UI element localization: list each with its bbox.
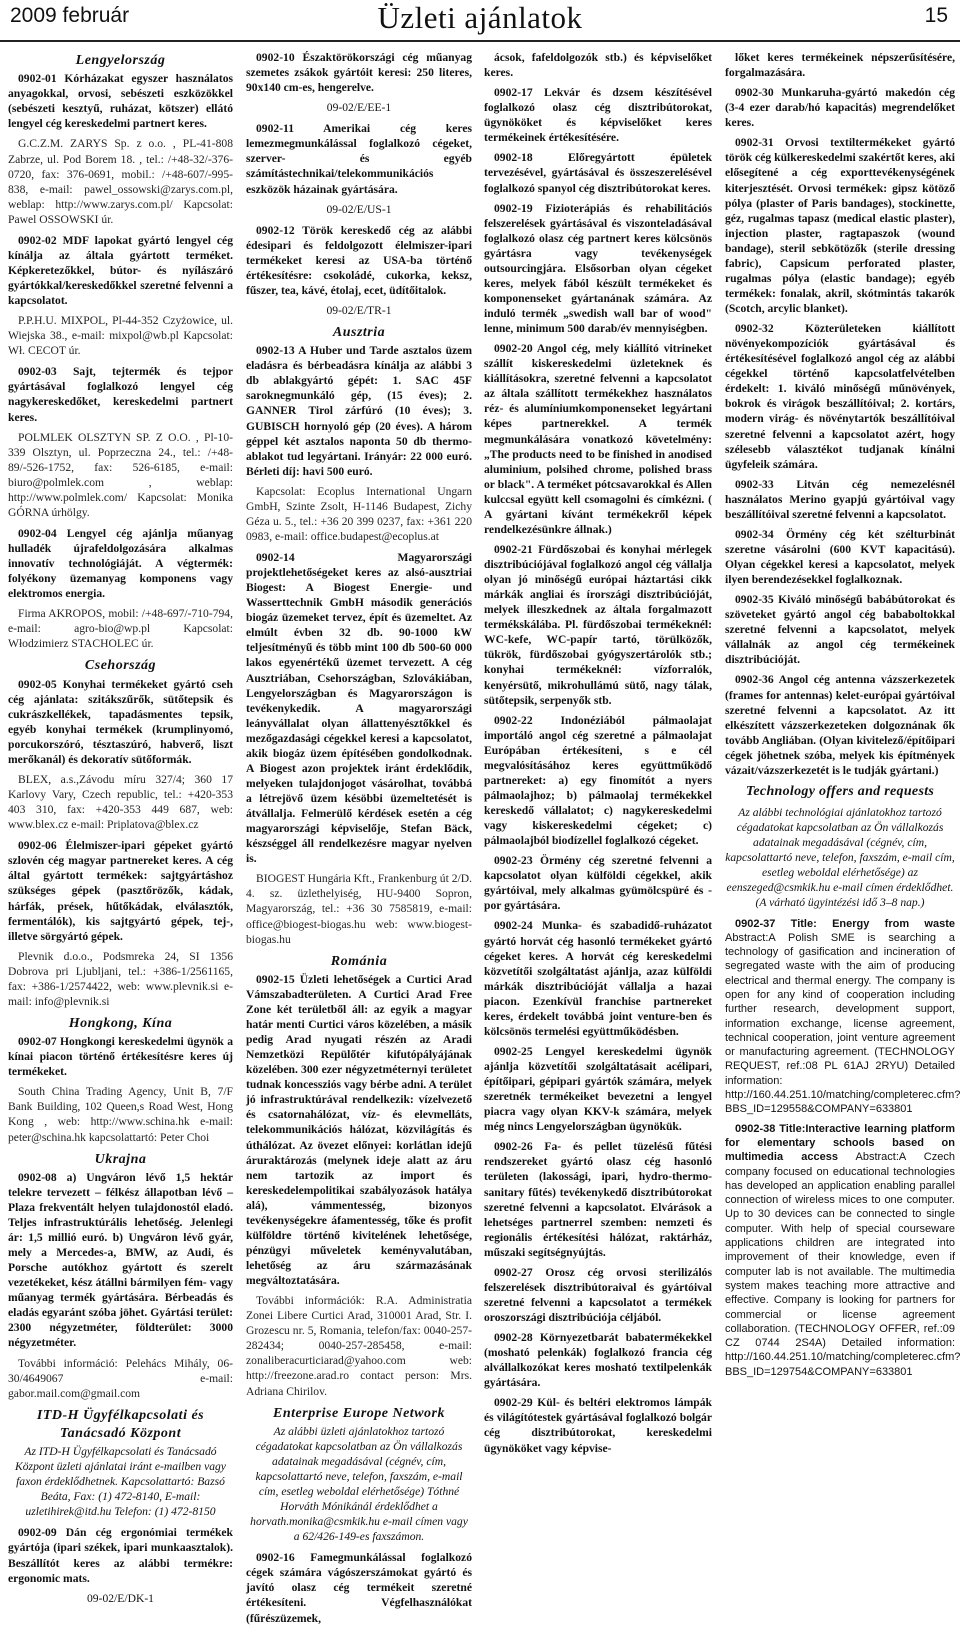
business-offer xyxy=(725,592,955,667)
business-offer xyxy=(484,1044,712,1134)
section-title: Üzleti ajánlatok xyxy=(377,0,583,35)
country-heading: Enterprise Europe Network xyxy=(273,1405,445,1421)
country-heading: ITD-H Ügyfélkapcsolati és Tanácsadó Központ xyxy=(36,1407,205,1441)
business-offer xyxy=(484,713,712,849)
business-offer xyxy=(246,972,472,1288)
business-offer xyxy=(8,364,233,424)
offer-text: 0902-37 Title: Energy from waste xyxy=(735,917,955,930)
offer-text: 0902-11 Amerikai cég keres lemezmegmunkálással foglalkozó cégeket, szerver- és egyéb számítástechnikai/telekommunikációs eszközök házainak gyártására. xyxy=(246,122,472,196)
business-offer xyxy=(484,853,712,913)
contact-info: South China Trading Agency, Unit B, 7/F Bank Building, 102 Queen,s Road West, Hong Kong , web: http://www.schina.hk e-mail: peter@schina.hk kapcsolattartó: Peter Choi xyxy=(8,1085,233,1144)
info-note: Az alábbi üzleti ajánlatokhoz tartozó cégadatokat kapcsolatban az Ön vállalkozás adatainak megadásával (cégnév, cím, kapcsolattartó neve, telefon, faxszám, e-mail cím, esetleg weboldal elérhetősége) Tóthné Horváth Mónikánál érdeklődhet a horvath.monika@csmkik.hu e-mail címen vagy a 62/426-149-es faxszámon. xyxy=(250,1424,468,1544)
offer-text: 0902-14 Magyarországi projektlehetőségeket keres az alsó-ausztriai Biogest: A Biogest Energie- und Wasserttechnik GmbH második generációs biogáz üzemeket tervez, épít és üzemeltet. Az elmúlt évben 32 db. 90-1000 kW teljesítményű és több mint 100 db 500-60 000 lakos egyenértékű üzemet tervezett. A cég Ausztriában, Csehországban, Szlovákiában, Lengyelországban és Magyarországon is tevékenykedik. A magyarországi leányvállalat olyan állattenyésztőkkel és mezőgazdasági cégekkel keresi a kapcsolatot, akik biogáz üzem építésében gondolkodnak. A Biogest azon projektek iránt érdeklődik, melyeken tulajdonjogot vásárolhat, továbbá a létrejövő üzem késöbbi üzemeltetését is átvállalja. Felmerülő kérdések esetén a cég magyarországi képviselője, Stefan Bäck, készséggel áll rendelkezésre magyar nyelven is. xyxy=(246,551,472,866)
business-offer xyxy=(484,1265,712,1325)
reference-code: 09-02/E/EE-1 xyxy=(326,101,392,115)
business-offer xyxy=(8,233,233,308)
offer-text: 0902-29 Kül- és beltéri elektromos lámpák és világítótestek gyártásával foglalkozó bolgár cég disztribútorokat, kereskedelmi ügynököket vagy képvise- xyxy=(484,1396,712,1455)
info-note: Az ITD-H Ügyfélkapcsolati és Tanácsadó Központ üzleti ajánlatai iránt e-mailben vagy faxon érdeklődhetnek. Kapcsolattartó: Bazsó Beáta, Fax: (1) 472-8140, E-mail: uzletihirek@itd.hu Telefon: (1) 472-8150 xyxy=(15,1445,226,1519)
offer-text: 0902-06 Élelmiszer-ipari gépeket gyártó szlovén cég magyar partnereket keres. A cég által gyártott termékek: sajtgyártáshoz szükséges gépek (pasztőrözők, kádak, hárfák, prések, hűtőkádak, elválasztók, fermentálók), kis sajtgyártó gépek, tej-, illetve sörgyártó gépek. xyxy=(8,839,233,943)
offer-text: ácsok, fafeldolgozók stb.) és képviselőket keres. xyxy=(484,51,712,80)
country-heading: Hongkong, Kína xyxy=(68,1015,173,1031)
business-offer xyxy=(725,321,955,472)
business-offer xyxy=(8,526,233,601)
offer-text: 0902-36 Angol cég antenna vázszerkezetek (frames for antennas) kelet-európai gyártóival szeretné felvenni a kapcsolatot. Az itt elkészített vázszerkezeteken dolgoznának ők tovább Angliában. (Olyan kivitelező/építőipari cégek jöhetnek szóba, melyek kis építmények vázait/vázszerkezetét is le tudják gyártani.) xyxy=(725,673,955,777)
offer-text: 0902-26 Fa- és pellet tüzelésű fűtési rendszereket gyártó olasz cég hasonló területen (lakossági, ipari, hydro-thermo-sanitary fűtés) tevékenykedő disztribútorokat szeretné felvenni a kapcsolatot. Elvárások a lehetséges partnerrel szemben: nemzeti és regionális értékesítési hálózat, raktárház, műszaki segítségnyújtás. xyxy=(484,1140,712,1259)
section-heading: Technology offers and requests xyxy=(745,783,935,799)
business-offer xyxy=(8,838,233,943)
business-offer xyxy=(484,1139,712,1260)
contact-info: További információk: R.A. Administratia Zonei Libere Curtici Arad, 310001 Arad, Str. I. Grozescu nr. 5, Romania, telefon/fax: 0040-257-282434; 0040-257-285458, e-mail: zonaliberacurticiarad@yahoo.com web: http://freezone.arad.ro contact person: Mrs. Adriana Chirilov. xyxy=(246,1294,472,1398)
offer-text: 0902-27 Orosz cég orvosi sterilizálós felszerelések disztribútoraival és gyártóival szeretné felvenni a kapcsolatot a termékek oroszországi disztribúciója céljából. xyxy=(484,1265,712,1324)
business-offer xyxy=(484,341,712,537)
offer-text: 0902-01 Kórházakat egyszer használatos anyagokkal, orvosi, sebészeti eszközökkel (sebészeti kesztyű, ruházat, kötszer) ellátó lengyel cég kereskedelmi partnert keres. xyxy=(8,72,233,131)
column-2 xyxy=(246,50,472,1625)
business-offer xyxy=(725,527,955,587)
business-offer xyxy=(484,918,712,1039)
issue-date: 2009 február xyxy=(10,4,130,27)
offer-text: 0902-18 Előregyártott épületek tervezésével, gyártásával és összeszerelésével foglalkozó spanyol cég disztribútorokat keres. xyxy=(484,151,712,195)
business-offer xyxy=(725,477,955,522)
business-offer xyxy=(246,550,472,866)
offer-text: lőket keres termékeinek népszerűsítésére, forgalmazására. xyxy=(725,51,955,80)
offer-text: 0902-31 Orvosi textiltermékeket gyártó török cég külkereskedelmi szakértőt keres, aki elősegítené a cég exporttevékenységének kiterjesztését. Orvosi termékek: gipsz kötöző pólya (plaster of Paris bandages), stockinette, géz, rugalmas tapasz (medical elastic plaster), injection plaster, ragtapaszok (wound bandage), steril sebkötözők (sterile dressing fabric), Capsicum perforated plaster, rugalmas pólya (elastic bandage); egyéb termékek: fonalak, akril, skótmintás takarók (Scotch, arcylic blanket). xyxy=(725,136,955,315)
offer-text: 0902-03 Sajt, tejtermék és tejpor gyártásával foglalkozó lengyel cég nagykereskedőket, kereskedelmi partnert keres. xyxy=(8,365,233,424)
offer-text: 0902-30 Munkaruha-gyártó makedón cég (3-4 ezer darab/hó kapacitás) megrendelőket keres. xyxy=(725,86,955,130)
offer-text: 0902-08 a) Ungváron lévő 1,5 hektár telekre tervezett – félkész állapotban lévő – Plaza frekventált helyen tulajdonostól eladó. Teljes infrastruktúrális lehetőség. Jelenlegi ár: 1,5 millió euró. b) Ungváron lévő gyár, mely a Mercedes-a, BMW, az Audi, és Porsche autókhoz gyártott és szerelt vezetékeket, kész átállni bármilyen fém- vagy műanyag termék gyártására. Bérbeadás és eladás egyaránt szóba jöhet. Gyártási terület: 2300 négyzetméter, földterület: 3000 négyzetméter. xyxy=(8,1170,233,1350)
offer-text: 0902-02 MDF lapokat gyártó lengyel cég kínálja az általa gyártott terméket. Képkeretezőkkel, bútor- és nyílászáró gyártókkal/kereskedőkkel szeretné felvenni a kapcsolatot. xyxy=(8,233,233,308)
business-offer xyxy=(246,1550,472,1625)
offer-text: 0902-22 Indonéziából pálmaolajat importáló angol cég szeretné a pálmaolajat Európában értékesíteni, s e cél megvalósításához keres együttműködő partnereket: a) egy finomítót a nyers pálmaolajhoz; b) pálmaolaj termékekkel kereskedő vállalatot; c) nagykereskedelmi vagy kiskereskedelmi cégeket; c) pálmaolajból biodízellel foglalkozó cégeket. xyxy=(484,713,712,848)
country-heading: Ausztria xyxy=(332,325,386,340)
offer-body: Abstract:A Polish SME is searching a technology of gasification and incineration of segregated waste with the aim of producing electrical and thermal energy. The company is open for any kind of cooperation including further research, development support, information exchange, license agreement, technical cooperation, joint venture agreement or manufacturing agreement. (TECHNOLOGY REQUEST, ref.:08 PL 61AJ 2RYU) Detailed information: http://160.44.251.10/matching/completerec.cfm?BBS_ID=129558&COMPANY=633801 xyxy=(725,931,960,1116)
country-heading: Csehország xyxy=(84,658,157,674)
offer-text: 0902-16 Famegmunkálással foglalkozó cégek számára vágószerszámokat gyártó és javító olasz cég termékeit szeretné értékesíteni. Végfelhasználókat (fűrészüzemek, xyxy=(246,1551,472,1625)
contact-info: További információ: Pelehács Mihály, 06-30/4649067 e-mail: gabor.mail.com@gmail.com xyxy=(8,1356,233,1400)
country-heading: Románia xyxy=(330,953,388,969)
business-offer xyxy=(246,223,472,298)
offer-text: 0902-10 Északtörökországi cég műanyag szemetes zsákok gyártóit keresi: 250 literes, 90x140 cm-es, hengerelve. xyxy=(246,51,472,95)
info-note: Az alábbi technológiai ajánlatokhoz tartozó cégadatokat kapcsolatban az Ön vállalkozás adatainak megadásával (cégnév, cím, kapcsolattartó neve, telefon, faxszám, e-mail cím, esetleg weboldal elérhetősége) az eenszeged@csmkik.hu e-mail címen érdeklődhet. (A várható ügyintézési idő 3–8 nap.) xyxy=(725,806,955,910)
business-offer xyxy=(8,71,233,131)
business-offer xyxy=(484,150,712,195)
offer-text: 0902-38 Title:Interactive learning platform for elementary schools based on multimedia access xyxy=(725,1122,955,1164)
business-offer xyxy=(8,1525,233,1585)
business-offer xyxy=(246,343,472,479)
contact-info: BLEX, a.s.,Závodu míru 327/4; 360 17 Karlovy Vary, Czech republic, tel.: +420-353 403 310, fax: +420-353 449 687, web: www.blex.cz e-mail: Priplatova@blex.cz xyxy=(8,773,233,832)
offer-text: 0902-25 Lengyel kereskedelmi ügynök ajánlja közvetítői szolgáltatásait acélipari, építőipari, gépipari gyártók számára, melyek szeretnék termékeiket bevezetni a lengyel piacra vagy olyan KKV-k számára, melyek még nincs Lengyelországban ügynökük. xyxy=(484,1044,712,1134)
country-heading: Ukrajna xyxy=(94,1151,147,1167)
business-offer xyxy=(484,1330,712,1390)
business-offer xyxy=(484,1395,712,1455)
contact-info: Kapcsolat: Ecoplus International Ungarn GmbH, Szinte Zsolt, H-1146 Budapest, Zichy Géza u. 5., tel.: +36 20 399 0237, fax: +361 220 0983, e-mail: office.budapest@ecoplus.at xyxy=(246,484,472,543)
offer-text: 0902-19 Fizioterápiás és rehabilitációs felszerelések gyártásával és viszonteladásával foglalkozó olasz cég partnert keres kölcsönös gyártásra vagy tevékenységek outsourcingjára. Elsősorban olyan cégeket keres, melyek fából készült termékeket és komponenseket gyártanának számára. Az induló termék „swedish wall bar of wood" lenne, minimum 500 darab/év mennyiségben. xyxy=(484,201,712,336)
offer-text: 0902-07 Hongkongi kereskedelmi ügynök a kínai piacon történő értékesítésre keres új termékeket. xyxy=(8,1035,233,1079)
business-offer xyxy=(8,1170,233,1351)
business-offer xyxy=(484,542,712,708)
offer-text: 0902-09 Dán cég ergonómiai termékek gyártója (ipari székek, ipari munkaasztalok). Beszállítót keres az alábbi termékre: ergonomic mats. xyxy=(8,1526,233,1585)
offer-text: 0902-21 Fürdőszobai és konyhai mérlegek disztribúciójával foglalkozó angol cég vállalja olyan jó minőségű európai háztartási cikk márkák angliai és írországi disztribúcióját, melyek illeszkednek az általa forgalmazott termékskálába. Pl. fürdőszobai termékeknél: WC-kefe, WC-papír tartó, törülközők, tükrök, fürdőszobai gyógyszertárolók stb.; konyhai termékeknél: vízforralók, kenyérsütő, mikrohullámú sütő, nagy tálak, sütőtepsik, serpenyők stb. xyxy=(484,542,712,707)
business-offer xyxy=(246,121,472,196)
reference-code: 09-02/E/TR-1 xyxy=(326,303,392,317)
contact-info: G.C.Z.M. ZARYS Sp. z o.o. , PL-41-808 Zabrze, ul. Pod Borem 18. , tel.: /+48-32/-376-0720, fax: 376-0691, mobil.: /+48-607/-995-838, e-mail: pawel_ossowski@zarys.com.pl, weblap: http://www.zarys.com.pl/ Kapcsolat: Pawel OSSOWSKI úr. xyxy=(8,137,233,226)
offer-text: 0902-35 Kiváló minőségű babábútorokat és szöveteket gyártó angol cég bababoltokkal szeretné felvenni a kapcsolatot, melyek vállalnák az angol cég termékeinek disztribúcióját. xyxy=(725,593,955,667)
offer-text: 0902-20 Angol cég, mely kiállító vitrineket szállít kiskereskedelmi üzleteknek és kiállításokra, szeretné felvenni a kapcsolatot az általa szállított termékekhez használatos réz- és alumíniumkomponenseket legyártani képes partnerekkel. A termék megmunkálására vonatkozó követelmény: „The products need to be finished in anodised aluminium, polsihed chrome, polished brass or black". A terméket pótcsavarokkal és Allen kulccsal együtt kell csomagolni és címkézni. ( A gyártani kívánt termékekről képek rendelkezésünkre állnak.) xyxy=(484,342,712,536)
offer-text: 0902-33 Litván cég nemezelésnél használatos Merino gyapjú gyártóival vagy beszállítóival szeretné felvenni a kapcsolatot. xyxy=(725,477,955,521)
business-offer xyxy=(725,50,955,80)
business-offer xyxy=(725,85,955,130)
contact-info: POLMLEK OLSZTYN SP. Z O.O. , Pl-10-339 Olsztyn, ul. Poprzeczna 24., tel.: /+48-89/-526-1752, fax: 526-6185, e-mail: biuro@polmlek.com , weblap: http://www.polmlek.com/ Kapcsolat: Monika GÓRNA úrhölgy. xyxy=(8,430,233,519)
business-offer xyxy=(484,201,712,337)
business-offer xyxy=(725,135,955,316)
contact-info: BIOGEST Hungária Kft., Frankenburg út 2/D. 4. sz. üzlethelyiség, HU-9400 Sopron, Magyarország, tel.: +36 30 7585819, e-mail: office@biogest-biogas.hu web: www.biogest-biogas.hu xyxy=(246,872,472,946)
offer-text: 0902-28 Környezetbarát babatermékekkel (mosható pelenkák) foglalkozó francia cég alvállalkozókat keres mosható textilpelenkák gyártására. xyxy=(484,1331,712,1390)
country-heading: Lengyelország xyxy=(75,53,166,68)
offer-text: 0902-12 Török kereskedő cég az alábbi édesipari és feldolgozott élelmiszer-ipari termékeket keresi az USA-ba történő értékesítésre: csokoládé, cukorka, keksz, fűszer, tea, kávé, étolaj, ecet, üdítőitalok. xyxy=(246,223,472,297)
column-4 xyxy=(725,50,960,1412)
page-header xyxy=(0,0,960,42)
business-offer xyxy=(8,677,233,767)
column-1 xyxy=(8,50,233,1605)
business-offer xyxy=(8,1034,233,1079)
contact-info: Plevnik d.o.o., Podsmreka 24, SI 1356 Dobrova pri Ljubljani, tel.: +386-1/2561165, fax: +386-1/2574422, web: www.plevnik.si e-mail: info@plevnik.si xyxy=(8,949,233,1008)
reference-code: 09-02/E/US-1 xyxy=(326,202,392,216)
business-offer xyxy=(725,1122,960,1379)
column-3 xyxy=(484,50,712,1455)
reference-code: 09-02/E/DK-1 xyxy=(87,1591,154,1605)
offer-text: 0902-34 Örmény cég két szélturbinát szeretne vásárolni (600 KVT kapacitású). Olyan cégekkel keresi a kapcsolatot, melyek ilyen berendezésekkel foglalkoznak. xyxy=(725,527,955,587)
offer-text: 0902-24 Munka- és szabadidő-ruházatot gyártó horvát cég hasonló termékeket gyártó cégeket keres. A horvát cég kereskedelmi közvetítői szolgáltatást ajánlja, azaz külföldi márkák disztribúcióját vállalja a hazai piacon. Ezenkívül franchise partnereket keres, érdekelt továbbá joint venture-ben és kölcsönös termelési együttműködésben. xyxy=(484,919,712,1038)
offer-text: 0902-13 A Huber und Tarde asztalos üzem eladásra és bérbeadásra kínálja az alábbi 3 db ablakgyártó gépét: 1. SAC 45F saroknegmunkáló gép, (15 éves); 2. GANNER Tirol zárfúró (10 éves); 3. GUBISCH hornyoló gép (20 éves). A három géppel két asztalos naponta 50 db thermo-ablakot tud legyártani. Irányár: 22 000 euró. Bérleti díj: havi 500 euró. xyxy=(246,344,472,478)
page-number: 15 xyxy=(924,4,948,27)
business-offer xyxy=(484,50,712,80)
offer-text: 0902-04 Lengyel cég ajánlja műanyag hulladék újrafeldolgozására alkalmas innovatív technológiáját. A végtermék: folyékony üzemanyag komponens vagy elektromos energia. xyxy=(8,526,233,601)
offer-text: 0902-23 Örmény cég szeretné felvenni a kapcsolatot olyan külföldi cégekkel, akik gyártóival, mely alkalmas gyümölcspüré és -por gyártására. xyxy=(484,854,712,913)
offer-text: 0902-32 Közterületeken kiállított növényekompozíciók gyártásával és értékesítésével foglalkozó angol cég az alábbi cégekkel történő kapcsolatfelvételben érdekelt: 1. kiváló minőségű műnövények, bokrok és virágok beszállítóival; 2. kortárs, modern virág- és növénytartók beszállítóival szeretné felvenni a kapcsolatot azért, hogy szélesebb választékot tudjanak kínálni ügyfeleik számára. xyxy=(725,322,955,471)
business-offer xyxy=(725,917,960,1117)
offer-body: Abstract:A Czech company focused on educational technologies has developed an application enabling parallel connection of wireless mices to one computer. Up to 30 devices can be connected to single computer. With help of special courseware applications children are integrated into improvement of their knowledge, even if computer lab is not available. The multimedia system makes teaching more attractive and effective. Company is looking for partners for commercial or license agreement collaboration. (TECHNOLOGY OFFER, ref.:09 CZ 0744 2S4A) Detailed information: http://160.44.251.10/matching/completerec.cfm?BBS_ID=129754&COMPANY=633801 xyxy=(725,1151,960,1378)
business-offer xyxy=(725,672,955,777)
offer-text: 0902-17 Lekvár és dzsem készítésével foglalkozó olasz cég disztribútorokat, ügynököket és képviselőket keres termékeinek értékesítésére. xyxy=(484,86,712,145)
contact-info: P.P.H.U. MIXPOL, Pl-44-352 Czyżowice, ul. Wiejska 38., e-mail: mixpol@wb.pl Kapcsolat: Wł. CECOT úr. xyxy=(8,314,233,358)
contact-info: Firma AKROPOS, mobil: /+48-697/-710-794, e-mail: agro-bio@wp.pl Kapcsolat: Włodzimierz STACHOLEC úr. xyxy=(8,607,233,651)
business-offer xyxy=(484,85,712,145)
offer-text: 0902-05 Konyhai termékeket gyártó cseh cég ajánlata: szitákszűrők, sütőtepsik és cukrászkellékek, tapadásmentes tepsik, egyéb konyhai termékek (krumplinyomó, porcukorszóró, tésztaszúró, habverő, liszt merőkanál) és dekoratív sütőformák. xyxy=(8,677,233,766)
offer-text: 0902-15 Üzleti lehetőségek a Curtici Arad Vámszabadterületen. A Curtici Arad Free Zone két területből áll: az egyik a magyar határ menti Curtici város közelében, a másik pedig Arad nyugati részén az Aradi Nemzetközi Repülőtér kifutópályájának közelében. 300 ezer négyzetméternyi területet tudnak koncessziós vagy bérbe adni. A terület jó infrastruktúrával rendelkezik: vízelvezető és csatornahálózat, víz- és elevmelláts, telekommunikációs hálózat, közvilágítás és úthálózat. Az övezet előnyei: korlátlan idejű áruraktározás (melynek ideje alatt az áru nem tartozik az import és kereskedelempolitikai szabályozások hatálya alá), vámmentesség, bizonyos tevékenységekre áfamentesség, tőke és profit külföldre történő kivitelének lehetősége, pénzügyi műveletek keményvalutában, lehetőség az áru származásának megváltoztatására. xyxy=(246,972,472,1288)
business-offer xyxy=(246,50,472,95)
